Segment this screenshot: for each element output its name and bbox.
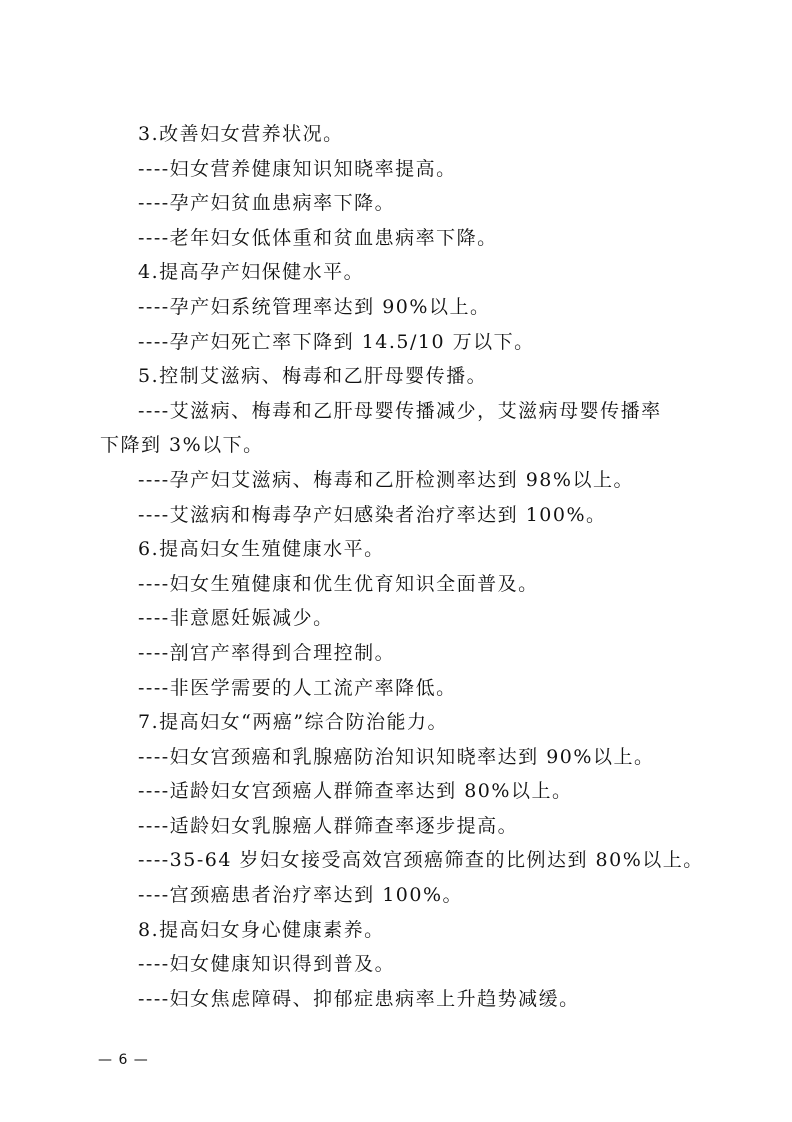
list-item: ----老年妇女低体重和贫血患病率下降。	[138, 226, 498, 249]
section-heading-4: 4.提高孕产妇保健水平。	[138, 261, 365, 284]
section-heading-3: 3.改善妇女营养状况。	[138, 123, 344, 145]
list-item: ----妇女宫颈癌和乳腺癌防治知识知晓率达到 90%以上。	[138, 745, 655, 768]
list-item: ----剖宫产率得到合理控制。	[138, 641, 396, 664]
section-heading-5: 5.控制艾滋病、梅毒和乙肝母婴传播。	[138, 365, 488, 388]
section-heading-6: 6.提高妇女生殖健康水平。	[138, 538, 385, 561]
section-heading-8: 8.提高妇女身心健康素养。	[138, 918, 385, 941]
list-item: ----35-64 岁妇女接受高效宫颈癌筛查的比例达到 80%以上。	[138, 849, 704, 872]
list-item: ----适龄妇女宫颈癌人群筛查率达到 80%以上。	[138, 780, 573, 803]
list-item: ----孕产妇系统管理率达到 90%以上。	[138, 295, 491, 318]
list-item: ----非意愿妊娠减少。	[138, 607, 334, 630]
list-item: ----孕产妇艾滋病、梅毒和乙肝检测率达到 98%以上。	[138, 468, 634, 491]
list-item-continuation: 下降到 3%以下。	[100, 434, 264, 457]
list-item: ----适龄妇女乳腺癌人群筛查率逐步提高。	[138, 814, 519, 837]
list-item: ----妇女焦虑障碍、抑郁症患病率上升趋势减缓。	[138, 987, 580, 1010]
list-item: ----妇女健康知识得到普及。	[138, 953, 396, 976]
list-item: ----非医学需要的人工流产率降低。	[138, 676, 457, 699]
section-heading-7: 7.提高妇女“两癌”综合防治能力。	[138, 711, 449, 734]
list-item: ----孕产妇贫血患病率下降。	[138, 192, 396, 215]
page-number: — 6 —	[98, 1052, 149, 1068]
list-item: ----孕产妇死亡率下降到 14.5/10 万以下。	[138, 330, 535, 353]
document-body	[100, 117, 704, 1016]
list-item: ----妇女生殖健康和优生优育知识全面普及。	[138, 572, 539, 595]
list-item: ----艾滋病、梅毒和乙肝母婴传播减少，艾滋病母婴传播率	[138, 399, 662, 422]
list-item: ----宫颈癌患者治疗率达到 100%。	[138, 884, 464, 907]
list-item: ----妇女营养健康知识知晓率提高。	[138, 157, 457, 180]
list-item: ----艾滋病和梅毒孕产妇感染者治疗率达到 100%。	[138, 503, 607, 526]
